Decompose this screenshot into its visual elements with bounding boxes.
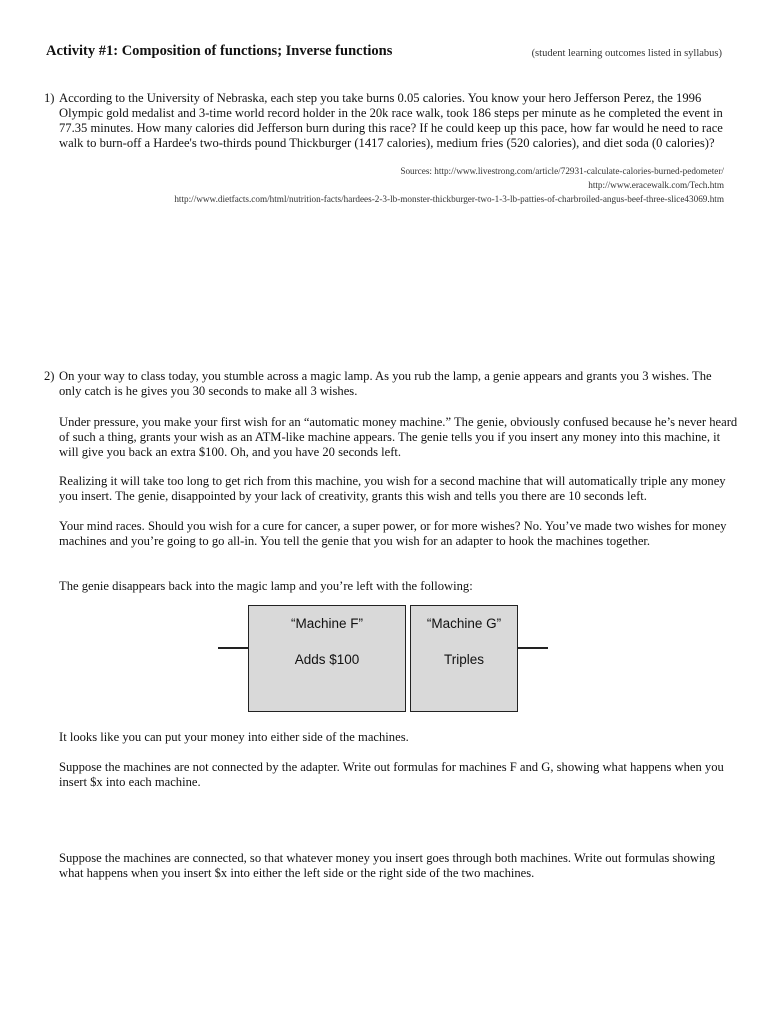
question-number: 1) — [44, 91, 55, 105]
question-2 — [44, 369, 734, 399]
paragraph: Realizing it will take too long to get rich from this machine, you wish for a second machine that will automatically triple any money you insert. The genie, disappointed by your lack of creativity, grants this wish and tells you there are 10 seconds left. — [59, 474, 726, 503]
machine-f-box — [248, 605, 406, 712]
left-wire — [218, 647, 249, 649]
source-1: Sources: http://www.livestrong.com/article/72931-calculate-calories-burned-pedometer/ — [400, 166, 724, 176]
paragraph: Under pressure, you make your first wish for an “automatic money machine.” The genie, obviously confused because he’s never heard of such a thing, grants your wish as an ATM-like machine appears. The genie tells you if you insert any money into this machine, it will give you back an extra $100. Oh, and you have 20 seconds left. — [59, 415, 738, 459]
source-3: http://www.dietfacts.com/html/nutrition-facts/hardees-2-3-lb-monster-thickburger-two-1-3-lb-patties-of-charbroiled-angus-beef-three-slice43069.htm — [174, 194, 724, 204]
machine-g-action: Triples — [443, 652, 484, 667]
sources — [34, 164, 724, 206]
machine-g-box — [410, 605, 518, 712]
question-number: 2) — [44, 369, 55, 383]
question-text: On your way to class today, you stumble across a magic lamp. As you rub the lamp, a genie appears and grants you 3 wishes. The only catch is he gives you 30 seconds to make all 3 wishes. — [59, 369, 712, 398]
paragraph: It looks like you can put your money into either side of the machines. — [59, 730, 409, 744]
paragraph: Your mind races. Should you wish for a cure for cancer, a super power, or for more wishes? No. You’ve made two wishes for money machines and you’re going to go all-in. You tell the genie that you wish for an adapter to hook the machines together. — [59, 519, 727, 548]
question-1 — [44, 91, 734, 151]
question-text: According to the University of Nebraska, each step you take burns 0.05 calories. You know your hero Jefferson Perez, the 1996 Olympic gold medalist and 3-time world record holder in the 20k race walk, took 186 steps per minute as he completed the event in 77.35 minutes. How many calories did Jefferson burn during this race? If he could keep up this pace, how far would he need to race walk to burn-off a Hardee's two-thirds pound Thickburger (1417 calories), medium fries (520 calories), and diet soda (0 calories)? — [59, 91, 723, 150]
paragraph: Suppose the machines are connected, so that whatever money you insert goes through both machines. Write out formulas showing what happens when you insert $x into either the left side or the right side of the two machines. — [59, 851, 716, 880]
outcomes-note: (student learning outcomes listed in syllabus) — [531, 48, 722, 59]
paragraph: Suppose the machines are not connected by the adapter. Write out formulas for machines F and G, showing what happens when you insert $x into each machine. — [59, 760, 724, 789]
source-2: http://www.eracewalk.com/Tech.htm — [588, 180, 724, 190]
machine-f-action: Adds $100 — [294, 652, 360, 667]
machine-f-name: “Machine F” — [290, 616, 363, 631]
machine-g-name: “Machine G” — [426, 616, 502, 631]
right-wire — [518, 647, 548, 649]
page-title: Activity #1: Composition of functions; Inverse functions — [46, 43, 393, 59]
paragraph: The genie disappears back into the magic lamp and you’re left with the following: — [59, 579, 473, 593]
